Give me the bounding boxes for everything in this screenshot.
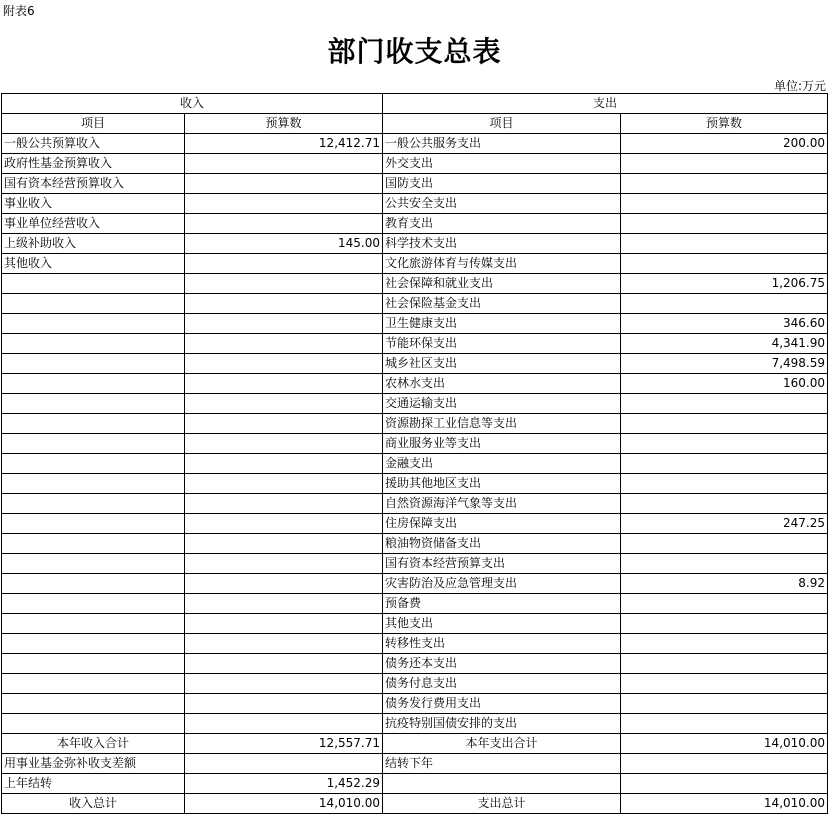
income-amount-cell [185, 454, 383, 474]
table-row [2, 714, 828, 734]
income-amount-cell [185, 654, 383, 674]
expense-amount-cell [621, 614, 828, 634]
column-header-row [2, 114, 828, 134]
expense-item-cell: 灾害防治及应急管理支出 [383, 574, 621, 594]
summary-row [2, 734, 828, 754]
table-row [2, 134, 828, 154]
unit-label: 单位:万元 [773, 79, 826, 93]
expense-item-cell: 商业服务业等支出 [383, 434, 621, 454]
revenue-expenditure-table [1, 93, 828, 814]
income-amount-cell [185, 694, 383, 714]
expense-amount-cell [621, 214, 828, 234]
income-item-cell [2, 554, 185, 574]
income-item-cell [2, 394, 185, 414]
income-item-cell [2, 634, 185, 654]
table-row [2, 454, 828, 474]
expense-amount-cell [621, 654, 828, 674]
table-row [2, 334, 828, 354]
income-amount-cell [185, 574, 383, 594]
table-row [2, 374, 828, 394]
expense-amount-cell: 4,341.90 [621, 334, 828, 354]
expense-item-cell: 交通运输支出 [383, 394, 621, 414]
income-item-cell [2, 274, 185, 294]
expense-summary-label [383, 774, 621, 794]
income-budget-header: 预算数 [185, 114, 383, 134]
expense-item-cell: 节能环保支出 [383, 334, 621, 354]
income-amount-cell [185, 634, 383, 654]
expense-item-cell: 抗疫特别国债安排的支出 [383, 714, 621, 734]
page-title: 部门收支总表 [327, 35, 502, 68]
expense-item-cell: 农林水支出 [383, 374, 621, 394]
expense-amount-cell [621, 534, 828, 554]
table-row [2, 414, 828, 434]
income-item-cell [2, 434, 185, 454]
income-item-cell [2, 674, 185, 694]
expense-item-cell: 债务付息支出 [383, 674, 621, 694]
summary-row [2, 754, 828, 774]
expense-amount-cell [621, 554, 828, 574]
expense-summary-label: 结转下年 [383, 754, 621, 774]
income-item-cell [2, 594, 185, 614]
income-amount-cell: 145.00 [185, 234, 383, 254]
expense-item-cell: 文化旅游体育与传媒支出 [383, 254, 621, 274]
income-amount-cell [185, 474, 383, 494]
table-row [2, 254, 828, 274]
expense-item-cell: 住房保障支出 [383, 514, 621, 534]
income-amount-cell [185, 674, 383, 694]
income-amount-cell [185, 534, 383, 554]
expense-amount-cell [621, 454, 828, 474]
table-row [2, 514, 828, 534]
income-amount-cell [185, 434, 383, 454]
income-amount-cell [185, 374, 383, 394]
expense-item-cell: 公共安全支出 [383, 194, 621, 214]
table-row [2, 694, 828, 714]
income-item-cell [2, 374, 185, 394]
income-item-cell [2, 654, 185, 674]
expense-amount-cell: 1,206.75 [621, 274, 828, 294]
income-amount-cell [185, 214, 383, 234]
income-amount-cell [185, 354, 383, 374]
summary-row [2, 794, 828, 814]
income-item-cell [2, 614, 185, 634]
expense-amount-cell [621, 194, 828, 214]
income-item-cell [2, 294, 185, 314]
table-row [2, 354, 828, 374]
expense-summary-amount [621, 754, 828, 774]
income-item-cell [2, 354, 185, 374]
table-row [2, 314, 828, 334]
expense-item-cell: 债务发行费用支出 [383, 694, 621, 714]
table-row [2, 654, 828, 674]
income-summary-label: 用事业基金弥补收支差额 [2, 754, 185, 774]
income-item-cell: 其他收入 [2, 254, 185, 274]
income-item-cell: 事业收入 [2, 194, 185, 214]
income-item-cell: 国有资本经营预算收入 [2, 174, 185, 194]
expense-amount-cell: 346.60 [621, 314, 828, 334]
income-amount-cell [185, 274, 383, 294]
income-item-cell [2, 574, 185, 594]
income-amount-cell [185, 554, 383, 574]
income-amount-cell [185, 514, 383, 534]
table-row [2, 234, 828, 254]
income-summary-label: 收入总计 [2, 794, 185, 814]
expense-item-header: 项目 [383, 114, 621, 134]
income-amount-cell [185, 194, 383, 214]
table-row [2, 434, 828, 454]
income-item-cell [2, 534, 185, 554]
expense-item-cell: 金融支出 [383, 454, 621, 474]
expense-amount-cell: 8.92 [621, 574, 828, 594]
income-item-cell: 上级补助收入 [2, 234, 185, 254]
income-item-cell [2, 474, 185, 494]
expense-item-cell: 一般公共服务支出 [383, 134, 621, 154]
expense-amount-cell [621, 154, 828, 174]
expense-amount-cell: 7,498.59 [621, 354, 828, 374]
income-item-cell [2, 414, 185, 434]
expense-amount-cell: 200.00 [621, 134, 828, 154]
section-header-row [2, 94, 828, 114]
income-item-cell [2, 334, 185, 354]
table-row [2, 174, 828, 194]
expense-summary-amount: 14,010.00 [621, 734, 828, 754]
income-amount-cell [185, 394, 383, 414]
income-item-cell [2, 514, 185, 534]
table-row [2, 674, 828, 694]
income-amount-cell [185, 594, 383, 614]
expense-amount-cell: 247.25 [621, 514, 828, 534]
income-amount-cell [185, 154, 383, 174]
table-row [2, 274, 828, 294]
expense-item-cell: 资源勘探工业信息等支出 [383, 414, 621, 434]
income-amount-cell [185, 614, 383, 634]
income-amount-cell: 12,412.71 [185, 134, 383, 154]
income-item-cell [2, 694, 185, 714]
expense-amount-cell [621, 434, 828, 454]
income-item-cell [2, 714, 185, 734]
expense-item-cell: 债务还本支出 [383, 654, 621, 674]
income-item-cell: 一般公共预算收入 [2, 134, 185, 154]
table-row [2, 614, 828, 634]
summary-row [2, 774, 828, 794]
expense-item-cell: 国有资本经营预算支出 [383, 554, 621, 574]
expense-item-cell: 科学技术支出 [383, 234, 621, 254]
expense-item-cell: 援助其他地区支出 [383, 474, 621, 494]
income-summary-label: 上年结转 [2, 774, 185, 794]
income-amount-cell [185, 174, 383, 194]
income-amount-cell [185, 714, 383, 734]
expense-item-cell: 自然资源海洋气象等支出 [383, 494, 621, 514]
income-amount-cell [185, 494, 383, 514]
income-item-cell: 事业单位经营收入 [2, 214, 185, 234]
table-row [2, 394, 828, 414]
expense-amount-cell [621, 674, 828, 694]
expense-item-cell: 教育支出 [383, 214, 621, 234]
attachment-label: 附表6 [3, 4, 35, 18]
expense-budget-header: 预算数 [621, 114, 828, 134]
expense-amount-cell [621, 254, 828, 274]
income-item-cell [2, 314, 185, 334]
table-row [2, 494, 828, 514]
expense-item-cell: 外交支出 [383, 154, 621, 174]
expense-amount-cell: 160.00 [621, 374, 828, 394]
expense-item-cell: 粮油物资储备支出 [383, 534, 621, 554]
income-summary-amount: 12,557.71 [185, 734, 383, 754]
table-row [2, 294, 828, 314]
expense-amount-cell [621, 414, 828, 434]
income-summary-amount: 14,010.00 [185, 794, 383, 814]
table-row [2, 554, 828, 574]
income-amount-cell [185, 334, 383, 354]
expense-amount-cell [621, 174, 828, 194]
expense-amount-cell [621, 594, 828, 614]
income-item-header: 项目 [2, 114, 185, 134]
expense-amount-cell [621, 634, 828, 654]
income-amount-cell [185, 414, 383, 434]
table-row [2, 634, 828, 654]
table-row [2, 594, 828, 614]
income-amount-cell [185, 254, 383, 274]
table-row [2, 214, 828, 234]
expense-amount-cell [621, 494, 828, 514]
expense-section-header: 支出 [383, 94, 828, 114]
expense-item-cell: 转移性支出 [383, 634, 621, 654]
expense-item-cell: 卫生健康支出 [383, 314, 621, 334]
income-section-header: 收入 [2, 94, 383, 114]
expense-amount-cell [621, 234, 828, 254]
income-summary-amount [185, 754, 383, 774]
income-amount-cell [185, 294, 383, 314]
expense-summary-label: 本年支出合计 [383, 734, 621, 754]
income-amount-cell [185, 314, 383, 334]
expense-summary-amount [621, 774, 828, 794]
table-row [2, 574, 828, 594]
expense-amount-cell [621, 294, 828, 314]
income-item-cell: 政府性基金预算收入 [2, 154, 185, 174]
expense-item-cell: 社会保障和就业支出 [383, 274, 621, 294]
income-item-cell [2, 454, 185, 474]
expense-amount-cell [621, 714, 828, 734]
expense-item-cell: 其他支出 [383, 614, 621, 634]
income-summary-label: 本年收入合计 [2, 734, 185, 754]
income-item-cell [2, 494, 185, 514]
expense-amount-cell [621, 394, 828, 414]
expense-summary-label: 支出总计 [383, 794, 621, 814]
table-row [2, 154, 828, 174]
expense-item-cell: 国防支出 [383, 174, 621, 194]
income-summary-amount: 1,452.29 [185, 774, 383, 794]
expense-item-cell: 社会保险基金支出 [383, 294, 621, 314]
expense-amount-cell [621, 694, 828, 714]
table-row [2, 474, 828, 494]
expense-amount-cell [621, 474, 828, 494]
expense-item-cell: 预备费 [383, 594, 621, 614]
expense-item-cell: 城乡社区支出 [383, 354, 621, 374]
table-row [2, 534, 828, 554]
expense-summary-amount: 14,010.00 [621, 794, 828, 814]
table-row [2, 194, 828, 214]
